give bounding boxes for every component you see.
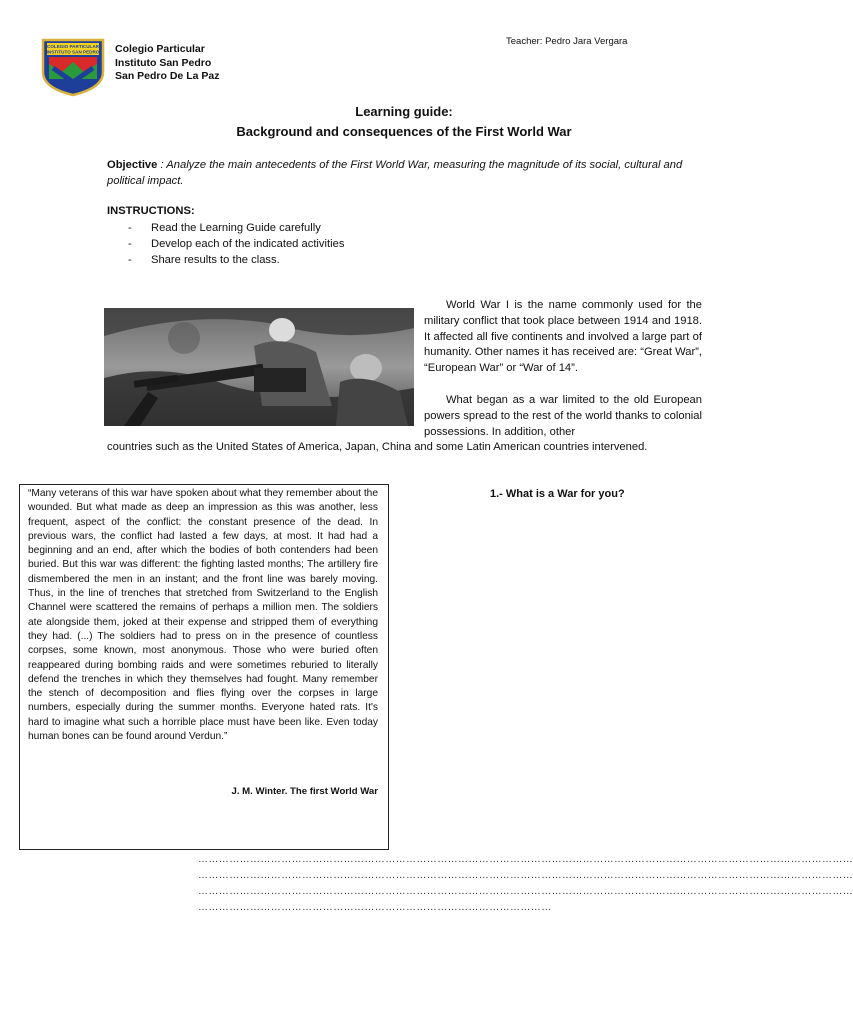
instruction-item: - Share results to the class. bbox=[128, 252, 344, 268]
intro-paragraph-2-continued: countries such as the United States of America, Japan, China and some Latin American countries intervened. bbox=[107, 441, 648, 453]
quote-text: “Many veterans of this war have spoken about what they remember about the wounded. But what made as deep an impression as this was another, less frequent, aspect of the conflict: the constant presence of the dead. In previous wars, the conflict had lasted a few days, at most. It had had a beginning and an end, after which the bodies of both contenders had been buried. But this war was different: the fighting lasted months; The artillery fire dismembered the men in an instant; and the front line was barely moving. Thus, in the line of trenches that stretched from Switzerland to the English Channel were scattered the remains of perhaps a million men. The soldiers ate alongside them, joked at their expense and stripped them of everything they had. (...) The soldiers had to press on in the presence of countless corpses, some known, most anonymous. Those who were buried often reappeared during bombing raids and were sometimes reburied to literally defend the trenches in which they themselves had fought. Many remember the stench of decomposition and flies flying over the corpses in large numbers, especially during the summer months. Everyone hated rats. It's hard to imagine what such a horrible place must have been like. Even today human bones can be found around Verdun.” bbox=[28, 488, 378, 743]
school-line-2: Instituto San Pedro bbox=[115, 56, 212, 69]
teacher-name: Teacher: Pedro Jara Vergara bbox=[506, 36, 628, 47]
logo-text-line2: INSTITUTO SAN PEDRO bbox=[46, 49, 100, 55]
answer-line[interactable]: ……………………………………………………………………………………………………………………………………………………………………… bbox=[198, 854, 853, 865]
instruction-item: - Develop each of the indicated activities bbox=[128, 236, 344, 252]
objective-text: : Analyze the main antecedents of the First World War, measuring the magnitude of its social, cultural and political impact. bbox=[107, 159, 683, 187]
objective bbox=[107, 157, 702, 189]
ww1-soldiers-photo bbox=[104, 308, 414, 426]
quote-author: J. M. Winter. The first World War bbox=[231, 786, 378, 797]
instructions-list bbox=[128, 220, 344, 268]
logo-text-line1: COLEGIO PARTICULAR bbox=[47, 44, 99, 49]
guide-title: Learning guide: bbox=[355, 104, 453, 119]
instruction-item: - Read the Learning Guide carefully bbox=[128, 220, 344, 236]
school-line-1: Colegio Particular bbox=[115, 43, 205, 55]
objective-label: Objective bbox=[107, 159, 158, 171]
instructions-heading: INSTRUCTIONS: bbox=[107, 205, 195, 217]
guide-subtitle: Background and consequences of the First World War bbox=[236, 124, 572, 139]
intro-paragraph-2: What began as a war limited to the old European powers spread to the rest of the world thanks to colonial possessions. In addition, other bbox=[424, 394, 702, 438]
answer-line[interactable]: ………………………………………………………………………………………… bbox=[198, 902, 552, 913]
school-line-3: San Pedro De La Paz bbox=[115, 70, 220, 82]
intro-paragraph-1: World War I is the name commonly used for the military conflict that took place between 1914 and 1918. It affected all five continents and involved a large part of humanity. Other names it has received are: “Great War”, “European War” or “War of 14”. bbox=[424, 299, 702, 375]
answer-line[interactable]: ……………………………………………………………………………………………………………………………………………………………………… bbox=[198, 886, 853, 897]
school-name bbox=[115, 43, 219, 84]
school-logo bbox=[40, 38, 106, 96]
question-1: 1.- What is a War for you? bbox=[490, 488, 625, 500]
answer-line[interactable]: ……………………………………………………………………………………………………………………………………………………………………… bbox=[198, 870, 853, 881]
